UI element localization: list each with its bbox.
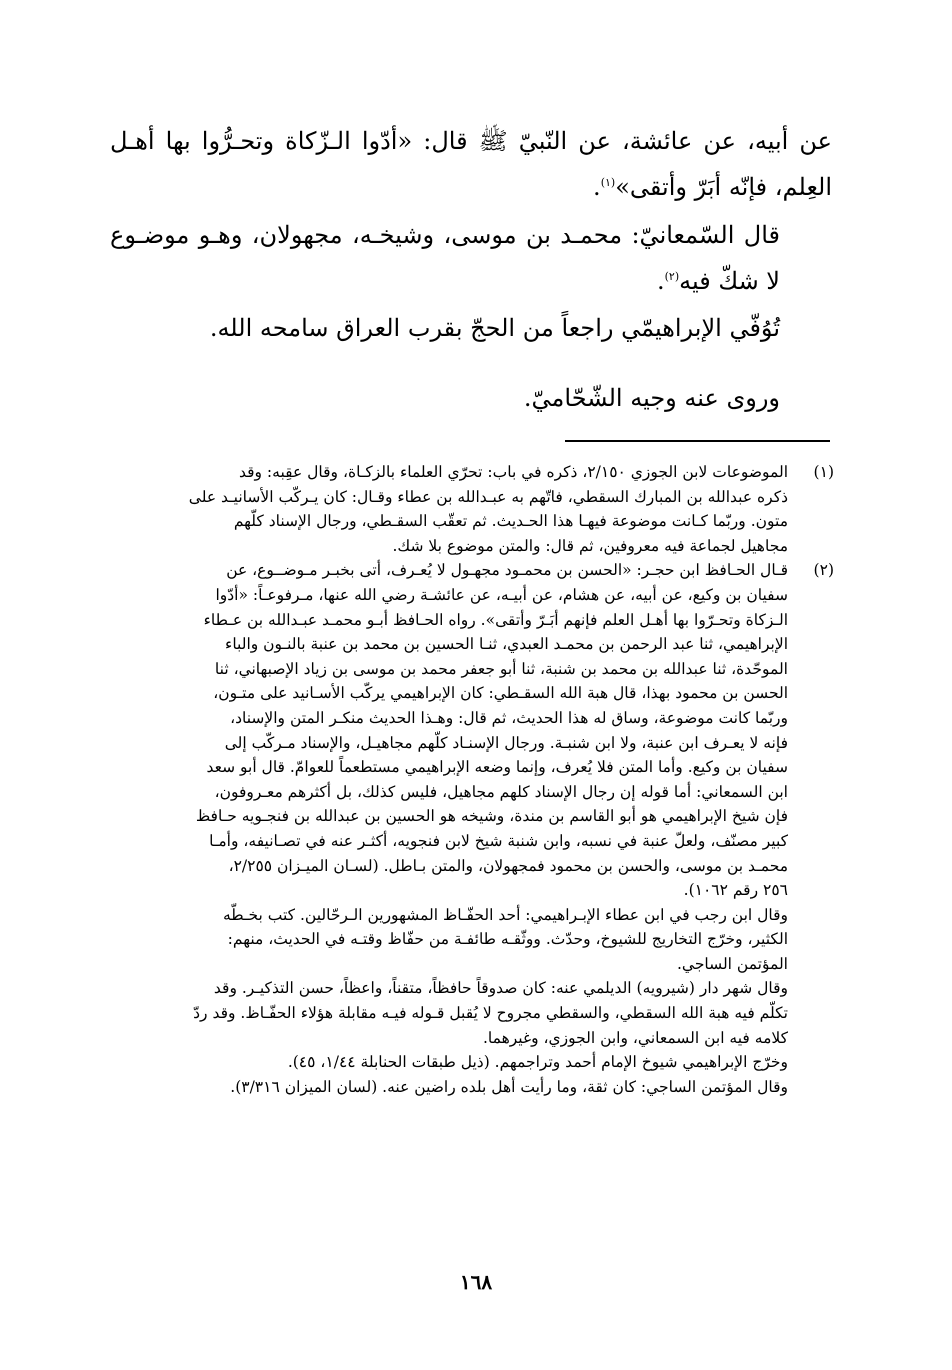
footnote-ref-2: (٢) xyxy=(664,270,680,283)
paragraph-hadith-text: عن أبيه، عن عائشة، عن النّبيّ ﷺ قال: «أدّوا الـزّكاة وتحـرُّوا بها أهـل العِلم، فإنّه أبَرّ وأتقى» xyxy=(110,127,832,201)
footnote-number: (٢) xyxy=(813,561,834,580)
footnotes-section xyxy=(112,460,834,1099)
paragraph-narrator-text: وروى عنه وجيه الشّحّاميّ. xyxy=(523,384,780,412)
footnote-1 xyxy=(112,460,834,558)
footnote-ref-1: (١) xyxy=(600,176,616,189)
footnote-line: محمـد بن موسى، والحسن بن محمود فمجهولان، والمتن بـاطل. (لسـان الميـزان ٢/٢٥٥، xyxy=(228,856,788,875)
footnote-line: ابن السمعاني: أما قوله إن رجال الإسناد كلهم مجاهيل، فليس كذلك، بل أكثرهم معـروفون، xyxy=(214,782,788,801)
footnote-line: فإنه لا يعـرف ابن عنبة، ولا ابن شنبـة. ورجال الإسنـاد كلّهم مجاهيـل، والإسناد مـركّب إلى xyxy=(224,733,788,752)
footnote-line: وقال المؤتمن الساجي: كان ثقة، وما رأيت أهل بلده راضين عنه. (لسان الميزان ٣/٣١٦). xyxy=(230,1077,788,1096)
paragraph-death xyxy=(110,305,832,351)
paragraph-samani-text: قال السّمعانيّ: محمـد بن موسى، وشيخـه، مجهولان، وهـو موضـوع لا شكّ فيه xyxy=(110,221,780,295)
footnote-line: الموحّدة، ثنا عبدالله بن محمد بن شنبة، ثنا أبو جعفر محمد بن موسى بن زياد الإصبهاني، ثنا xyxy=(214,659,788,678)
footnote-line: المؤتمن الساجي. xyxy=(676,954,788,973)
footnote-line: الموضوعات لابن الجوزي ٢/١٥٠، ذكره في باب: تحرّي العلماء بالزكـاة، وقال عقِبه: وقد xyxy=(238,463,788,481)
page-number: ١٦٨ xyxy=(459,1270,493,1294)
footnote-line: ٢٥٦ رقم ١٠٦٢). xyxy=(683,881,788,900)
paragraph-hadith: عن أبيه، عن عائشة، عن النّبيّ ﷺ قال: «أدّوا الـزّكاة وتحـرُّوا بها أهـل العِلم، فإنّه أبَرّ وأتقى»$^{(١)}$. xyxy=(110,127,832,201)
footnote-line: تكلّم فيه هبة الله السقطي، والسقطي مجروح لا يُقبل قـوله فيـه مقابلة هؤلاء الحفّـاظ. وقد ردّ xyxy=(193,1004,788,1023)
footnote-line: سفيان بن وكيع، عن أبيه، عن هشام، عن أبيـه، عن عائشـة رضي الله عنها، مـرفوعـاً: «أدّوا xyxy=(215,585,788,604)
footnote-body xyxy=(112,460,788,558)
footnote-line: وقال شهر دار (شيرويه) الديلمي عنه: كان صدوقاً حافظاً، متقناً، واعظاً، حسن التذكيـر. وقد xyxy=(213,979,788,998)
footnote-2-continuation xyxy=(112,903,834,1100)
footnote-line: الكثير، وخرّج التخاريج للشيوخ، وحدّث. ووثّقـه طائفـة من حفّاظ وقتـه في الحديث، منهم: xyxy=(227,930,788,949)
paragraph-death-text: تُوُفّي الإبراهيمّي راجعاً من الحجّ بقرب العراق سامحه الله. xyxy=(209,314,780,342)
footnote-number: (١) xyxy=(813,463,834,481)
footnote-line: وقال ابن رجب في ابن عطاء الإبـراهيمي: أحد الحفّـاظ المشهورين الـرحّالين. كتب بخـطّه xyxy=(222,905,788,924)
footnote-line: سفيان بن وكيع. وأما المتن فلا يُعرف، وإنما وضعه الإبراهيمي مستطعماً للعوامّ. قال أبو سعد xyxy=(206,758,788,777)
footnote-line: وربّما كانت موضوعة، وساق له هذا الحديث، ثم قال: وهـذا الحديث منكـر المتن والإسناد، xyxy=(230,708,788,727)
paragraph-narrator xyxy=(110,375,832,421)
footnote-line: وخرّج الإبراهيمي شيوخ الإمام أحمد وتراجمهم. (ذيل طبقات الحنابلة ١/٤٤، ٤٥). xyxy=(287,1053,788,1072)
footnote-separator xyxy=(565,440,830,442)
footnote-line: قـال الحـافظ ابن حجـر: «الحسن بن محمـود مجهـول لا يُعـرف، أتى بخبـر مـوضــوع، عن xyxy=(226,561,788,580)
footnote-line: الإبراهيمي، ثنا عبد الرحمن بن محمـد العبدي، ثنـا الحسين بن محمد بن عنبة بالنـون والباء xyxy=(225,635,788,654)
footnote-line: مجاهيل لجماعة فيه معروفين، ثم قال: والمتن موضوع بلا شك. xyxy=(392,536,788,555)
footnote-line: كبير مصنّف، ولعلّ عنبة في نسبه، وابن شنبة شيخ لابن فنجويه، أكثـر عنه في تصـانيفه، وأمـا xyxy=(209,831,788,850)
footnote-2 xyxy=(112,558,834,902)
paragraph-samani: قال السّمعانيّ: محمـد بن موسى، وشيخـه، مجهولان، وهـو موضـوع لا شكّ فيه$^{(٢)}$. xyxy=(110,221,780,295)
footnote-body xyxy=(112,558,788,902)
footnote-line: ذكره عبدالله بن المبارك السقطي، فاتّهم به عبـدالله بن عطاء وقـال: كان يـركّب الأسانيـد على xyxy=(188,487,788,506)
footnote-line: الحسن بن محمود بهذا، قال هبة الله السقـطي: كان الإبراهيمي يركّب الأسـانيد على متـون، xyxy=(213,684,788,703)
footnote-line: كلامه فيه ابن السمعاني، وابن الجوزي، وغيرهما. xyxy=(482,1028,788,1047)
footnote-line: فإن شيخ الإبراهيمي هو أبو القاسم بن مندة، وشيخه هو الحسين بن عبدالله بن فنجـويه حـافظ xyxy=(195,807,788,826)
footnote-line: الـزكاة وتحـرّوا بها أهـل العلم فإنهم أبَـرّ وأتقى». رواه الحـافظ أبـو محمـد عبـدالله بن عـطاء xyxy=(203,610,788,629)
footnote-line: متون. وربّما كـانت موضوعة فيهـا هذا الحـديث. ثم تعقّب السقـطي، ورجال الإسناد كلّهم xyxy=(233,512,788,531)
